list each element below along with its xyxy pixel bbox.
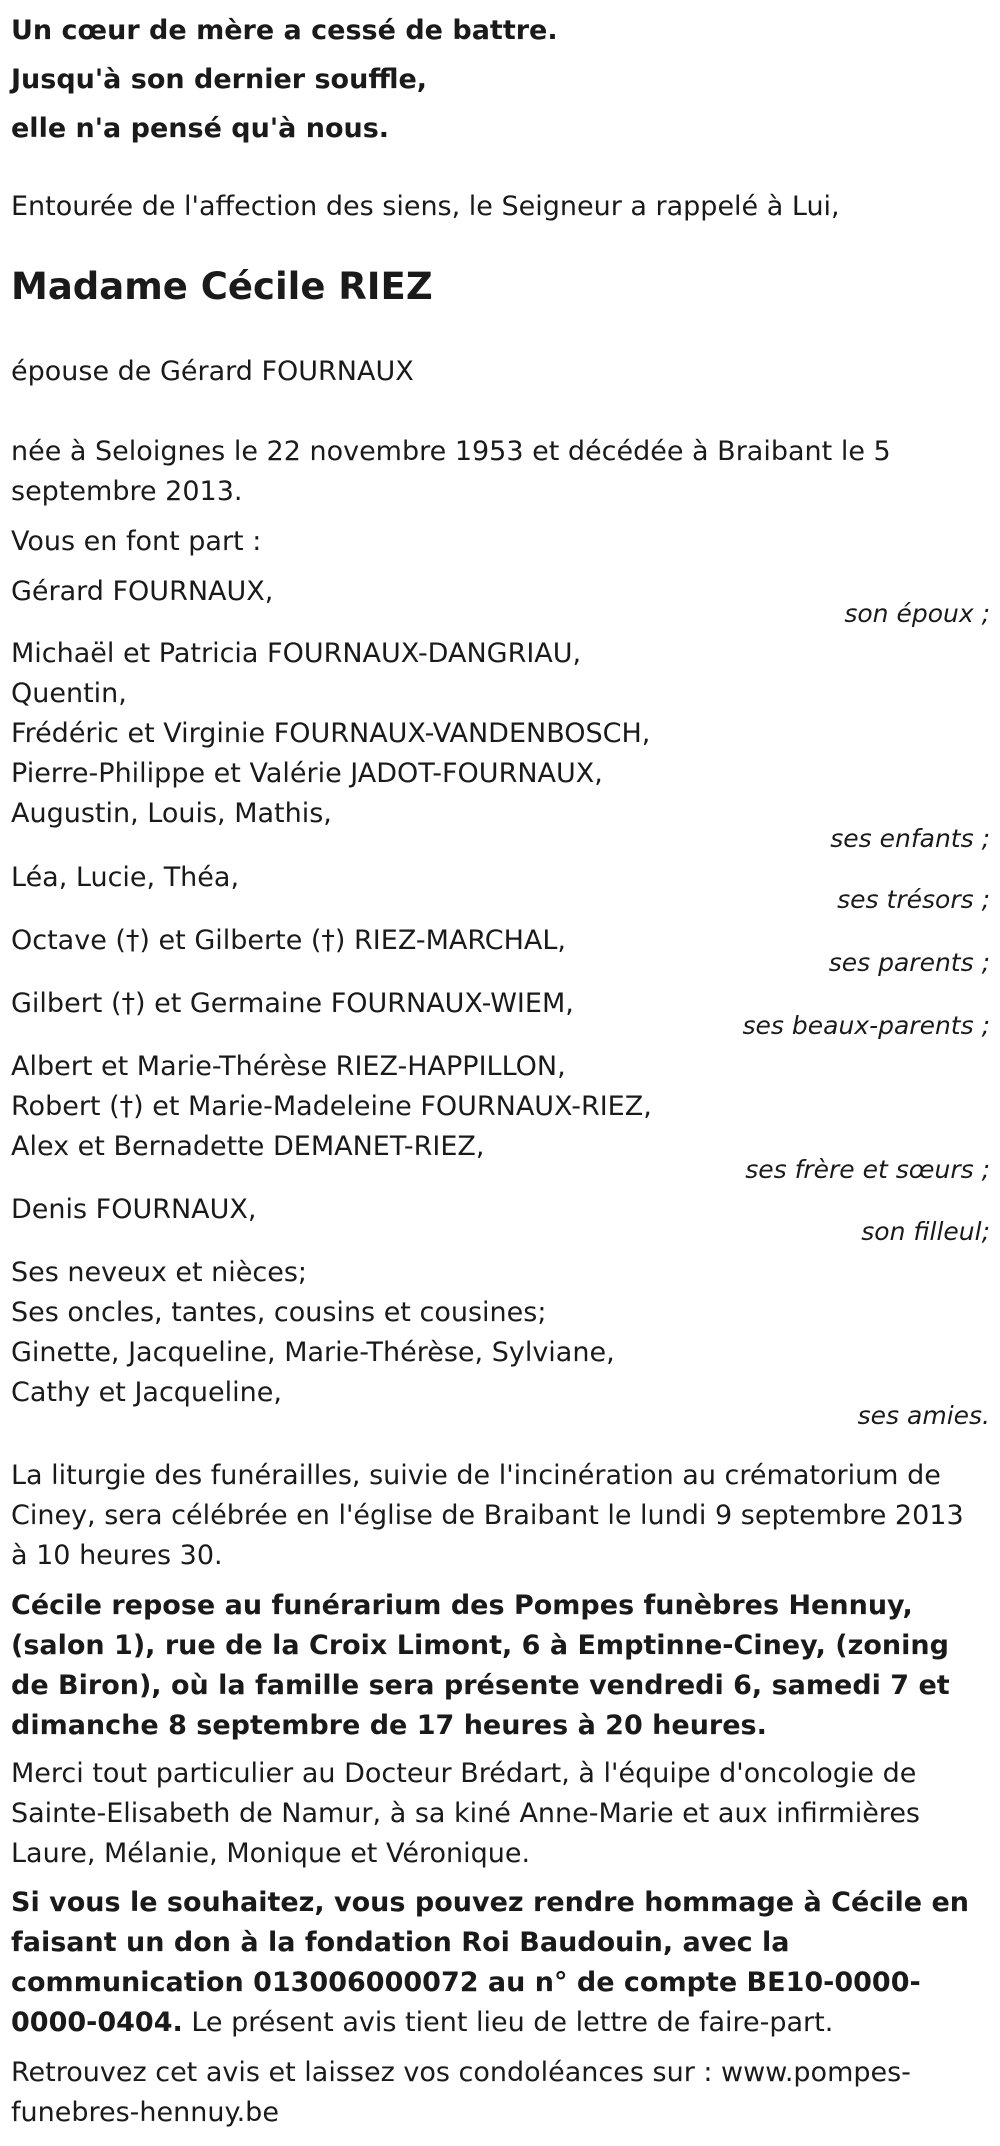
opening-poem — [11, 6, 558, 153]
condolences-text: Retrouvez cet avis et laissez vos condoléances sur : www.pompes-funebres-hennuy.be — [11, 2057, 911, 2128]
donation-note: Le présent avis tient lieu de lettre de faire-part. — [182, 2007, 834, 2038]
birth-death-text: née à Seloignes le 22 novembre 1953 et décédée à Braibant le 5 septembre 2013. — [11, 436, 891, 507]
family-member: Ginette, Jacqueline, Marie-Thérèse, Sylviane, — [11, 1337, 615, 1368]
thanks-text: Merci tout particulier au Docteur Brédart, à l'équipe d'oncologie de Sainte-Elisabeth de Namur, à sa kiné Anne-Marie et aux infirmières Laure, Mélanie, Monique et Véronique. — [11, 1758, 920, 1869]
family-group-siblings — [11, 1047, 991, 1184]
family-member: Frédéric et Virginie FOURNAUX-VANDENBOSCH, — [11, 718, 651, 749]
family-group-godson — [11, 1190, 991, 1246]
family-group-parents — [11, 921, 991, 977]
poem-line: Un cœur de mère a cessé de battre. — [11, 15, 558, 46]
family-member: Albert et Marie-Thérèse RIEZ-HAPPILLON, — [11, 1051, 566, 1082]
family-relation: son filleul; — [861, 1217, 990, 1246]
family-relation: ses enfants ; — [830, 824, 990, 853]
poem-line: Jusqu'à son dernier souffle, — [11, 64, 428, 95]
liturgy-text: La liturgie des funérailles, suivie de l'incinération au crématorium de Ciney, sera célébrée en l'église de Braibant le lundi 9 septembre 2013 à 10 heures 30. — [11, 1460, 964, 1571]
family-member: Cathy et Jacqueline, — [11, 1377, 282, 1408]
family-relation: ses amies. — [857, 1401, 990, 1430]
family-relation: ses frère et sœurs ; — [745, 1155, 990, 1184]
family-member: Pierre-Philippe et Valérie JADOT-FOURNAUX, — [11, 758, 603, 789]
family-member: Ses oncles, tantes, cousins et cousines; — [11, 1297, 547, 1328]
family-member: Denis FOURNAUX, — [11, 1194, 257, 1225]
family-member: Alex et Bernadette DEMANET-RIEZ, — [11, 1131, 485, 1162]
family-member: Gérard FOURNAUX, — [11, 576, 274, 607]
donation-highlight: Si vous le souhaitez, vous pouvez rendre hommage à Cécile en faisant un don à la fondation Roi Baudouin, avec la communication 013006000072 au n° de compte BE10-0000-0000-0404. — [11, 1887, 970, 2038]
family-group-children — [11, 634, 991, 853]
family-group-in-laws — [11, 984, 991, 1040]
family-member: Ses neveux et nièces; — [11, 1257, 308, 1288]
family-member: Michaël et Patricia FOURNAUX-DANGRIAU, — [11, 638, 582, 669]
family-group-spouse — [11, 572, 991, 628]
family-relation: ses parents ; — [828, 948, 990, 977]
donation-text — [11, 1883, 986, 2043]
family-member: Robert (†) et Marie-Madeleine FOURNAUX-RIEZ, — [11, 1091, 652, 1122]
family-member: Gilbert (†) et Germaine FOURNAUX-WIEM, — [11, 988, 574, 1019]
family-member: Augustin, Louis, Mathis, — [11, 798, 332, 829]
funerarium-text: Cécile repose au funérarium des Pompes funèbres Hennuy, (salon 1), rue de la Croix Limont, 6 à Emptinne-Ciney, (zoning de Biron), où la famille sera présente vendredi 6, samedi 7 et dimanche 8 septembre de 17 heures à 20 heures. — [11, 1590, 950, 1741]
announce-heading: Vous en font part : — [11, 526, 262, 557]
poem-line: elle n'a pensé qu'à nous. — [11, 113, 390, 144]
family-relation: ses trésors ; — [837, 885, 990, 914]
family-group-grandchildren — [11, 858, 991, 914]
intro-text: Entourée de l'affection des siens, le Seigneur a rappelé à Lui, — [11, 191, 840, 222]
deceased-name: Madame Cécile RIEZ — [11, 265, 433, 308]
family-relation: ses beaux-parents ; — [742, 1011, 990, 1040]
family-member: Quentin, — [11, 678, 127, 709]
family-member: Léa, Lucie, Théa, — [11, 862, 240, 893]
spouse-line: épouse de Gérard FOURNAUX — [11, 356, 414, 387]
family-member: Octave (†) et Gilberte (†) RIEZ-MARCHAL, — [11, 925, 567, 956]
family-relation: son époux ; — [844, 599, 990, 628]
family-group-friends — [11, 1253, 991, 1430]
